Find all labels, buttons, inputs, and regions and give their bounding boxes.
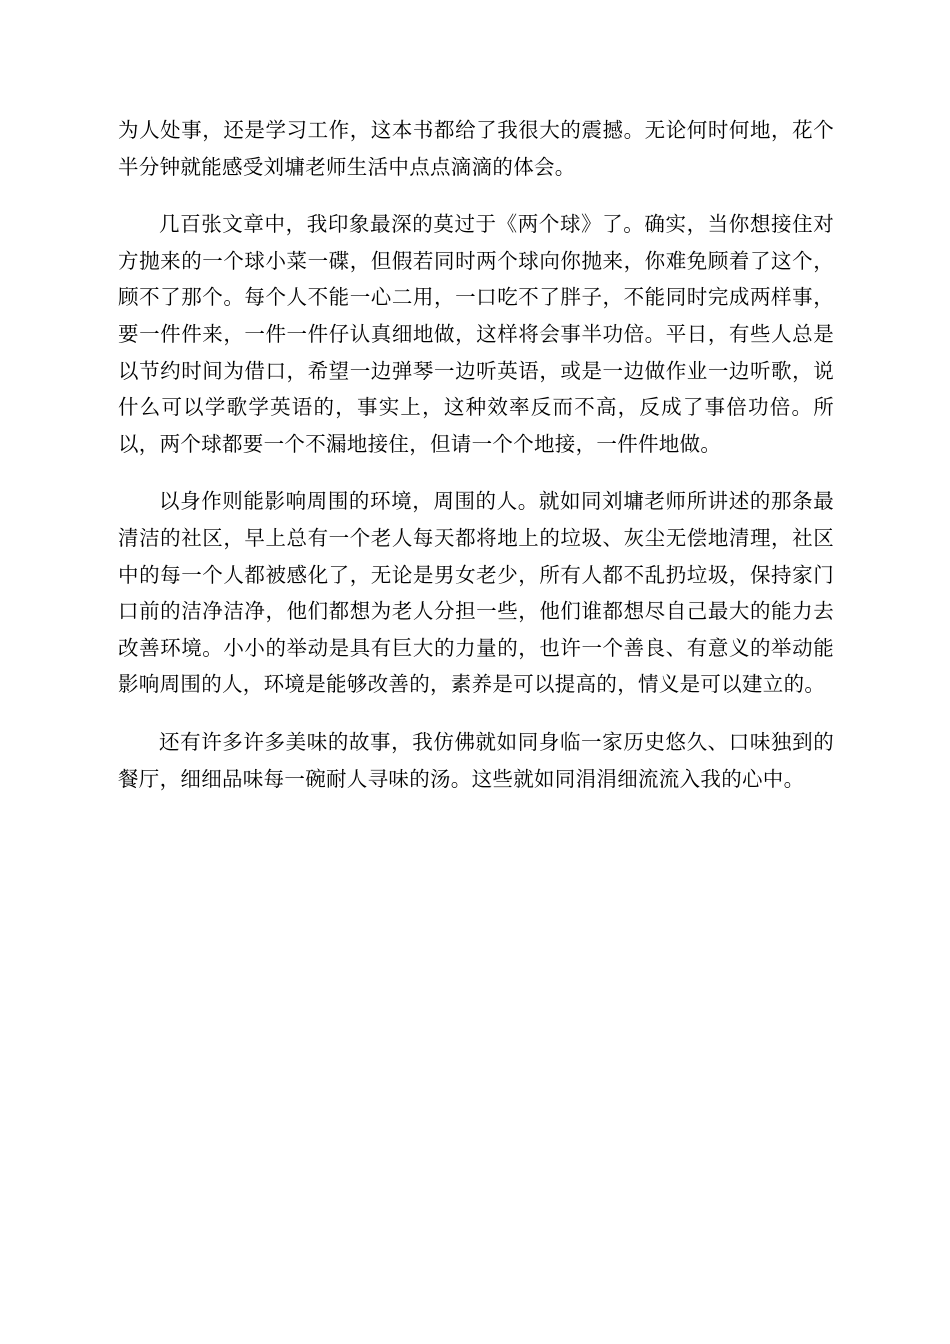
paragraph-4: 还有许多许多美味的故事，我仿佛就如同身临一家历史悠久、口味独到的餐厅，细细品味每一碗耐人寻味的汤。这些就如同涓涓细流流入我的心中。	[118, 729, 834, 791]
paragraph-2: 几百张文章中，我印象最深的莫过于《两个球》了。确实，当你想接住对方抛来的一个球小菜一碟，但假若同时两个球向你抛来，你难免顾着了这个，顾不了那个。每个人不能一心二用，一口吃不了胖子，不能同时完成两样事，要一件件来，一件一件仔认真细地做，这样将会事半功倍。平日，有些人总是以节约时间为借口，希望一边弹琴一边听英语，或是一边做作业一边听歌，说什么可以学歌学英语的，事实上，这种效率反而不高，反成了事倍功倍。所以，两个球都要一个不漏地接住，但请一个个地接，一件件地做。	[118, 212, 834, 456]
paragraph-1: 为人处事，还是学习工作，这本书都给了我很大的震撼。无论何时何地，花个半分钟就能感受刘墉老师生活中点点滴滴的体会。	[118, 118, 834, 179]
document-body	[118, 112, 834, 818]
paragraph-3: 以身作则能影响周围的环境，周围的人。就如同刘墉老师所讲述的那条最清洁的社区，早上总有一个老人每天都将地上的垃圾、灰尘无偿地清理，社区中的每一个人都被感化了，无论是男女老少，所有人都不乱扔垃圾，保持家门口前的洁净洁净，他们都想为老人分担一些，他们谁都想尽自己最大的能力去改善环境。小小的举动是具有巨大的力量的，也许一个善良、有意义的举动能影响周围的人，环境是能够改善的，素养是可以提高的，情义是可以建立的。	[118, 489, 834, 697]
